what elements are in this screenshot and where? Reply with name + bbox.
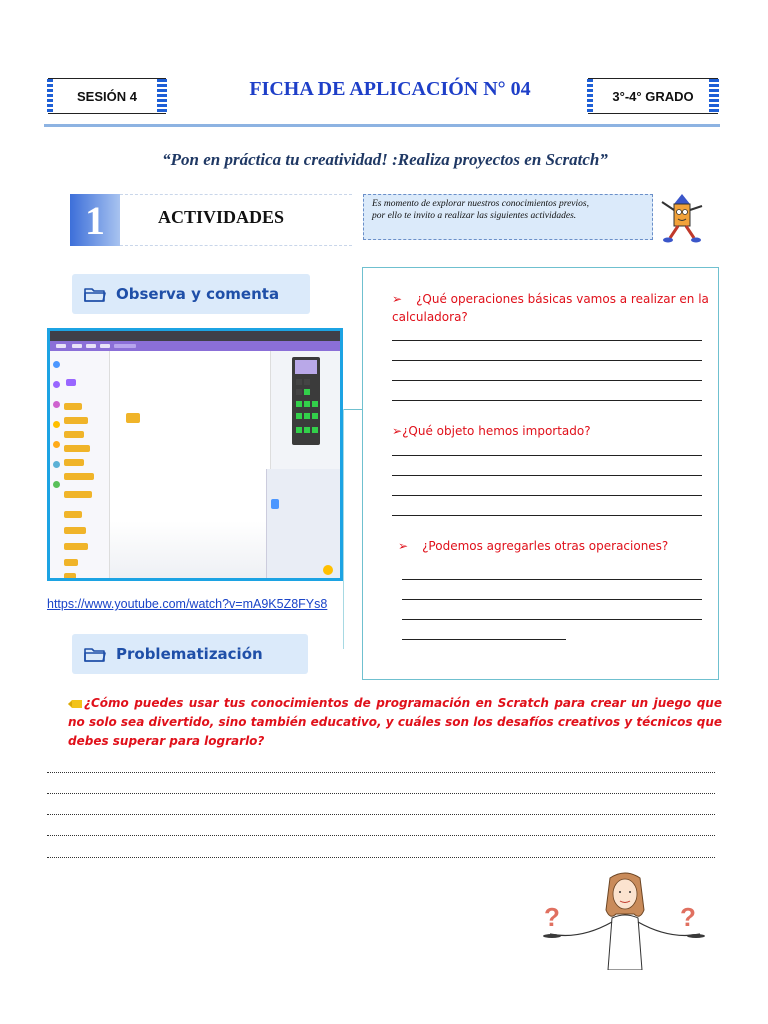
activity-number: 1 [70,194,120,246]
thinking-girl-illustration [540,870,710,970]
answer-line [392,475,702,476]
page-title: FICHA DE APLICACIÓN N° 04 [249,78,531,100]
screenshot-stage [270,351,340,469]
header-divider [44,124,720,127]
problem-section-header [72,634,308,674]
answer-line [392,515,702,516]
pencil-mascot-icon [654,190,710,246]
answer-line [392,380,702,381]
question-2-text: ¿Qué objeto hemos importado? [402,424,591,438]
answer-dotted-line [47,857,715,858]
question-3 [398,537,708,555]
question-3-text: ¿Podemos agregarles otras operaciones? [422,539,669,553]
screenshot-script-area [110,521,266,578]
question-mark-icon [544,902,560,932]
answer-line [402,639,566,640]
problem-question [68,694,722,751]
question-2 [392,422,710,440]
intro-note-line-2: por ello te invito a realizar las siguientes actividades. [372,211,577,221]
question-bullet: ➢ [392,292,403,306]
answer-line [402,619,702,620]
answer-dotted-line [47,814,715,815]
question-1 [392,290,710,326]
scratch-screenshot [47,328,343,581]
screenshot-sprite-pane [266,469,340,579]
calculator-sprite [292,357,320,445]
intro-note-line-1: Es momento de explorar nuestros conocimientos previos, [372,199,589,209]
subtitle: “Pon en práctica tu creatividad! :Realiza proyectos en Scratch” [162,150,608,169]
panel-connector [343,409,363,410]
answer-line [392,495,702,496]
svg-text:?: ? [544,902,560,932]
session-badge [48,78,166,114]
question-bullet: ➢ [398,539,409,553]
grade-label: 3°-4° GRADO [612,88,694,104]
panel-connector-vertical [343,409,344,649]
folder-icon [84,286,106,302]
answer-line [392,400,702,401]
observe-section-header [72,274,310,314]
question-bullet: ➢ [392,424,403,438]
answer-line [392,455,702,456]
answer-line [392,360,702,361]
session-label: SESIÓN 4 [77,88,137,104]
intro-note [363,194,653,240]
answer-line [402,579,702,580]
activity-title: ACTIVIDADES [158,207,285,227]
problem-text: ¿Cómo puedes usar tus conocimientos de programación en Scratch para crear un juego que no solo sea divertido, sino también educativo, y cuáles son los desafíos creativos y técnicos que debes superar para lograrlo? [68,696,722,748]
grade-badge [588,78,718,114]
observe-label: Observa y comenta [116,285,280,303]
answer-line [392,340,702,341]
video-link[interactable]: https://www.youtube.com/watch?v=mA9K5Z8FYs8 [47,597,328,611]
folder-icon [84,646,106,662]
question-1-text: ¿Qué operaciones básicas vamos a realizar en la calculadora? [392,292,709,324]
svg-text:?: ? [680,902,696,932]
screenshot-menubar [50,341,340,351]
pencil-icon [68,700,82,708]
answer-line [402,599,702,600]
screenshot-block-palette [50,351,110,578]
screenshot-titlebar [50,331,340,341]
answer-dotted-line [47,835,715,836]
problem-label: Problematización [116,645,263,663]
question-mark-icon [680,902,696,932]
answer-dotted-line [47,772,715,773]
answer-dotted-line [47,793,715,794]
